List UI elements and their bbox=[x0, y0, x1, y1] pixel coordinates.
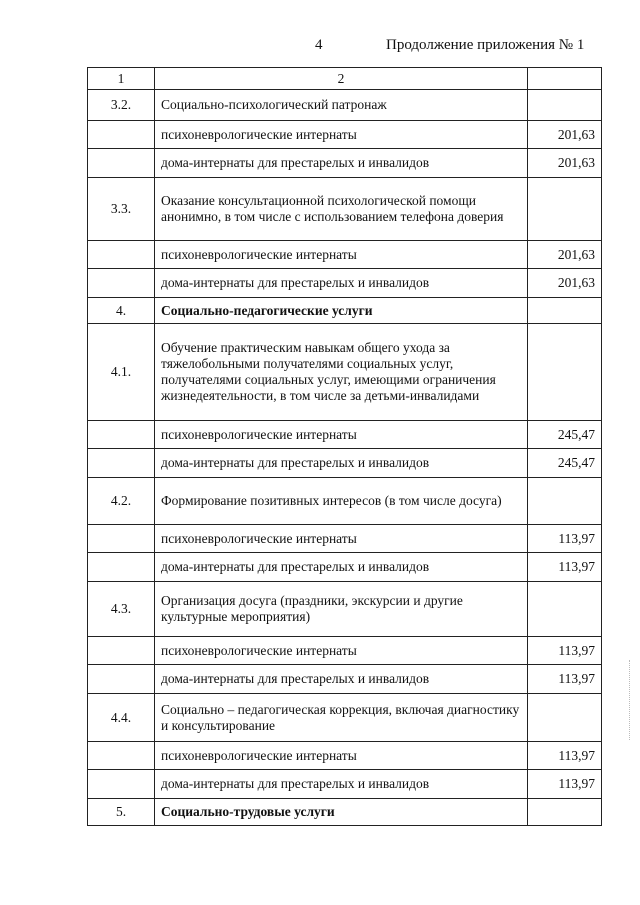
row-number: 5. bbox=[88, 799, 155, 826]
tariff-value: 201,63 bbox=[528, 269, 602, 298]
price-row bbox=[88, 742, 602, 770]
row-number: 4. bbox=[88, 298, 155, 324]
service-name: психоневрологические интернаты bbox=[155, 421, 528, 449]
service-name: Оказание консультационной психологической помощи анонимно, в том числе с использованием телефона доверия bbox=[155, 178, 528, 241]
appendix-caption: Продолжение приложения № 1 bbox=[386, 37, 585, 53]
service-row bbox=[88, 90, 602, 121]
service-row bbox=[88, 582, 602, 637]
column-header-2: 2 bbox=[155, 68, 528, 90]
service-name: Формирование позитивных интересов (в том числе досуга) bbox=[155, 478, 528, 525]
service-name: Обучение практическим навыкам общего ухода за тяжелобольными получателями социальных услуг, получателями социальных услуг, имеющими ограничения жизнедеятельности, в том числе за детьми-инвалидами bbox=[155, 324, 528, 421]
row-number bbox=[88, 241, 155, 269]
service-name: Социально – педагогическая коррекция, включая диагностику и консультирование bbox=[155, 694, 528, 742]
row-number bbox=[88, 121, 155, 149]
tariff-value bbox=[528, 90, 602, 121]
price-row bbox=[88, 770, 602, 799]
table-header-row bbox=[88, 68, 602, 90]
service-name: Социально-психологический патронаж bbox=[155, 90, 528, 121]
service-name: Организация досуга (праздники, экскурсии и другие культурные мероприятия) bbox=[155, 582, 528, 637]
service-name: Социально-педагогические услуги bbox=[155, 298, 528, 324]
tariff-value: 201,63 bbox=[528, 121, 602, 149]
tariff-table bbox=[87, 67, 602, 826]
service-name: психоневрологические интернаты bbox=[155, 241, 528, 269]
price-row bbox=[88, 665, 602, 694]
tariff-value bbox=[528, 799, 602, 826]
column-header-1: 1 bbox=[88, 68, 155, 90]
row-number: 4.2. bbox=[88, 478, 155, 525]
row-number bbox=[88, 553, 155, 582]
service-name: дома-интернаты для престарелых и инвалидов bbox=[155, 665, 528, 694]
row-number: 3.3. bbox=[88, 178, 155, 241]
row-number: 4.3. bbox=[88, 582, 155, 637]
row-number: 4.1. bbox=[88, 324, 155, 421]
tariff-value: 113,97 bbox=[528, 770, 602, 799]
service-name: дома-интернаты для престарелых и инвалидов bbox=[155, 149, 528, 178]
column-header-3 bbox=[528, 68, 602, 90]
price-row bbox=[88, 525, 602, 553]
row-number bbox=[88, 742, 155, 770]
tariff-value: 201,63 bbox=[528, 241, 602, 269]
tariff-value: 113,97 bbox=[528, 742, 602, 770]
row-number: 4.4. bbox=[88, 694, 155, 742]
row-number: 3.2. bbox=[88, 90, 155, 121]
tariff-value: 245,47 bbox=[528, 449, 602, 478]
price-row bbox=[88, 553, 602, 582]
price-row bbox=[88, 121, 602, 149]
tariff-value: 113,97 bbox=[528, 665, 602, 694]
service-name: психоневрологические интернаты bbox=[155, 742, 528, 770]
tariff-value bbox=[528, 694, 602, 742]
service-name: Социально-трудовые услуги bbox=[155, 799, 528, 826]
tariff-value bbox=[528, 582, 602, 637]
row-number bbox=[88, 637, 155, 665]
tariff-value: 113,97 bbox=[528, 553, 602, 582]
price-row bbox=[88, 241, 602, 269]
row-number bbox=[88, 449, 155, 478]
tariff-value bbox=[528, 178, 602, 241]
service-name: дома-интернаты для престарелых и инвалидов bbox=[155, 553, 528, 582]
service-row bbox=[88, 324, 602, 421]
service-name: дома-интернаты для престарелых и инвалидов bbox=[155, 449, 528, 478]
tariff-value: 245,47 bbox=[528, 421, 602, 449]
price-row bbox=[88, 421, 602, 449]
row-number bbox=[88, 421, 155, 449]
tariff-value bbox=[528, 324, 602, 421]
price-row bbox=[88, 269, 602, 298]
service-name: дома-интернаты для престарелых и инвалидов bbox=[155, 269, 528, 298]
tariff-value: 113,97 bbox=[528, 637, 602, 665]
scan-margin-mark bbox=[629, 660, 632, 740]
tariff-value bbox=[528, 478, 602, 525]
row-number bbox=[88, 525, 155, 553]
row-number bbox=[88, 770, 155, 799]
service-row bbox=[88, 478, 602, 525]
page-number: 4 bbox=[315, 37, 323, 53]
service-row bbox=[88, 694, 602, 742]
section-row bbox=[88, 799, 602, 826]
row-number bbox=[88, 149, 155, 178]
row-number bbox=[88, 665, 155, 694]
tariff-value: 201,63 bbox=[528, 149, 602, 178]
tariff-value: 113,97 bbox=[528, 525, 602, 553]
service-name: психоневрологические интернаты bbox=[155, 525, 528, 553]
price-row bbox=[88, 149, 602, 178]
price-row bbox=[88, 449, 602, 478]
service-name: дома-интернаты для престарелых и инвалидов bbox=[155, 770, 528, 799]
service-name: психоневрологические интернаты bbox=[155, 121, 528, 149]
service-row bbox=[88, 178, 602, 241]
section-row bbox=[88, 298, 602, 324]
tariff-value bbox=[528, 298, 602, 324]
row-number bbox=[88, 269, 155, 298]
service-name: психоневрологические интернаты bbox=[155, 637, 528, 665]
price-row bbox=[88, 637, 602, 665]
